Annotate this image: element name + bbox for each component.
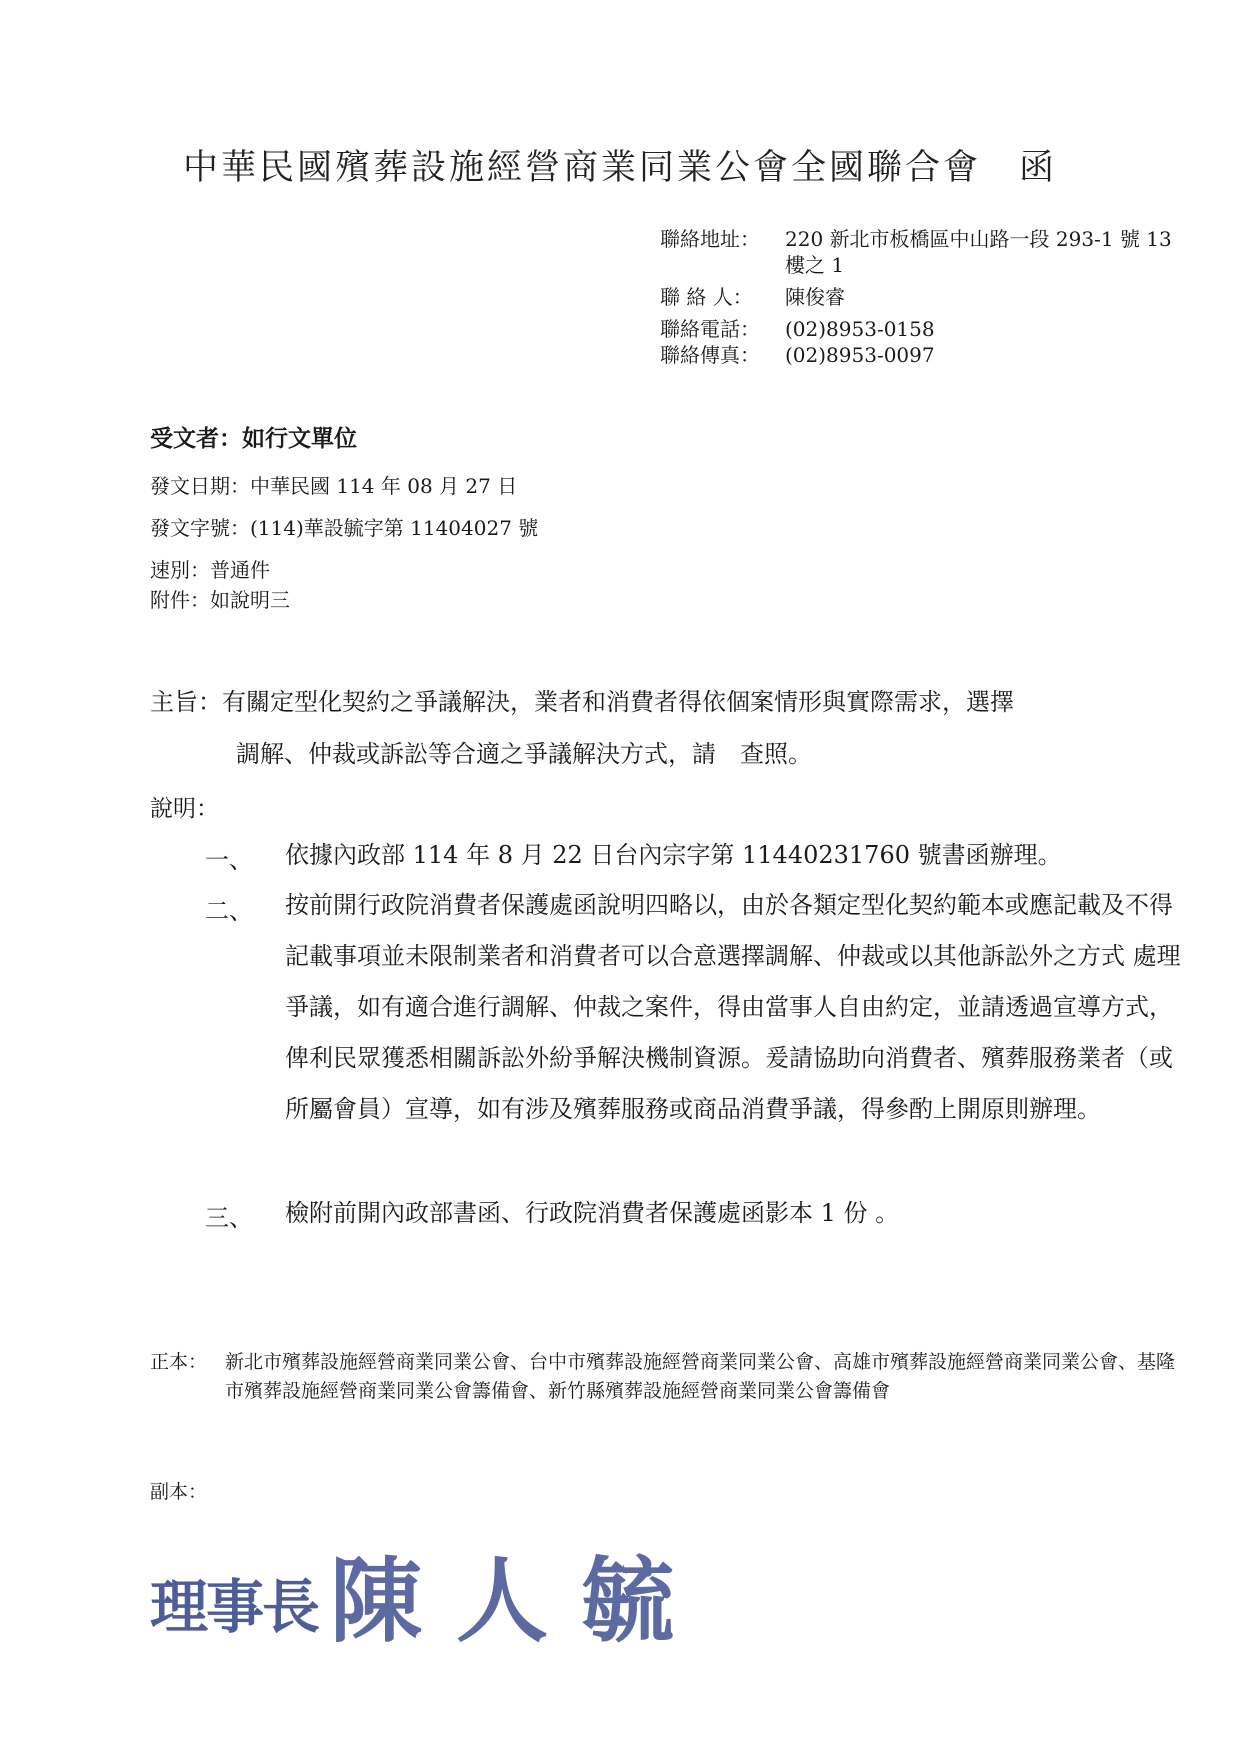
explanation-heading: 說明： <box>150 796 219 822</box>
item-number: 三、 <box>205 1204 253 1232</box>
contact-address-row <box>660 226 1185 278</box>
contact-person-row <box>660 284 1185 310</box>
address-value: 220 新北市板橋區中山路一段 293-1 號 13 樓之 1 <box>785 227 1172 277</box>
phone-value: (02)8953-0158 <box>785 317 935 341</box>
signature-title: 理事長 <box>150 1573 319 1641</box>
contact-block <box>660 226 1185 374</box>
attachment: 附件：如說明三 <box>150 588 290 612</box>
subject <box>150 676 1190 780</box>
subject-line-1: 主旨：有關定型化契約之爭議解決，業者和消費者得依個案情形與實際需求，選擇 <box>150 688 1014 716</box>
signature-name: 陳人毓 <box>330 1547 709 1655</box>
recipient: 受文者：如行文單位 <box>150 425 357 452</box>
document-title: 中華民國殯葬設施經營商業同業公會全國聯合會 函 <box>182 148 1057 188</box>
copy-label: 副本： <box>150 1481 208 1503</box>
explanation-item-3 <box>205 1198 1195 1233</box>
document-number: 發文字號：(114)華設毓字第 11404027 號 <box>150 516 539 540</box>
fax-label: 聯絡傳真： <box>660 343 760 367</box>
person-value: 陳俊睿 <box>785 285 845 309</box>
item-text: 依據內政部 114 年 8 月 22 日台內宗字第 11440231760 號書函辦理。 <box>285 841 1062 869</box>
cc-recipients: 新北市殯葬設施經營商業同業公會、台中市殯葬設施經營商業同業公會、高雄市殯葬設施經營商業同業公會、基隆市殯葬設施經營商業同業公會籌備會、新竹縣殯葬設施經營商業同業公會籌備會 <box>225 1351 1176 1402</box>
person-label: 聯 絡 人： <box>660 285 753 309</box>
cc-block <box>150 1348 1190 1406</box>
cc-label: 正本： <box>150 1351 208 1373</box>
explanation-item-1 <box>205 840 1195 875</box>
address-label: 聯絡地址： <box>660 227 760 251</box>
item-text: 按前開行政院消費者保護處函說明四略以，由於各類定型化契約範本或應記載及不得記載事項並未限制業者和消費者可以合意選擇調解、仲裁或以其他訴訟外之方式 處理爭議，如有適合進行調解、仲裁之案件，得由當事人自由約定，並請透過宣導方式，俾利民眾獲悉相關訴訟外紛爭解決機制資源。爰請協助向消費者、殯葬服務業者（或所屬會員）宣導，如有涉及殯葬服務或商品消費爭議，得參酌上開原則辦理。 <box>285 891 1181 1123</box>
delivery-speed: 速別：普通件 <box>150 558 270 582</box>
fax-value: (02)8953-0097 <box>785 343 935 367</box>
item-number: 一、 <box>205 846 253 874</box>
subject-line-2: 調解、仲裁或訴訟等合適之爭議解決方式，請 查照。 <box>236 740 812 768</box>
item-text: 檢附前開內政部書函、行政院消費者保護處函影本 1 份 。 <box>285 1199 900 1227</box>
item-number: 二、 <box>205 897 253 925</box>
chairman-signature-stamp <box>150 1545 730 1655</box>
explanation-item-2 <box>205 880 1195 1135</box>
contact-phone-row <box>660 316 1185 342</box>
phone-label: 聯絡電話： <box>660 317 760 341</box>
issue-date: 發文日期：中華民國 114 年 08 月 27 日 <box>150 474 518 498</box>
contact-fax-row <box>660 342 1185 368</box>
